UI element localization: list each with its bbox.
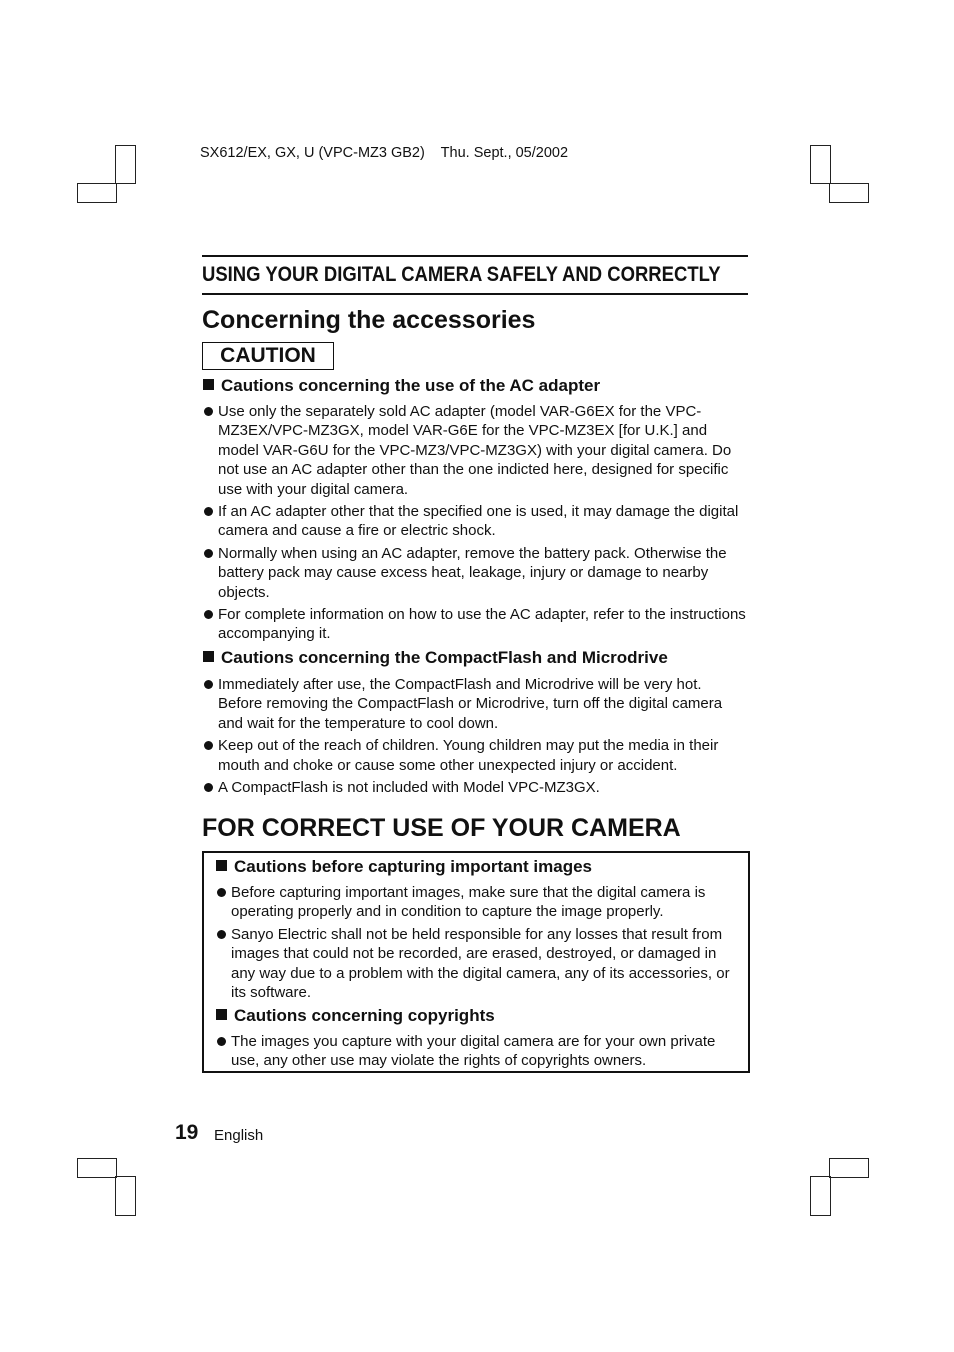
bullet-icon: [204, 783, 213, 792]
copyrights-heading: Cautions concerning copyrights: [216, 1006, 495, 1026]
capturing-list: [216, 883, 736, 1005]
bullet-icon: [217, 930, 226, 939]
crop-mark-top-left-v: [115, 145, 136, 184]
bullet-icon: [204, 741, 213, 750]
bullet-icon: [217, 1037, 226, 1046]
page-number: 19: [175, 1121, 199, 1144]
crop-mark-top-right-v: [810, 145, 831, 184]
square-bullet-icon: [216, 1009, 227, 1020]
compactflash-list: [203, 675, 748, 800]
crop-mark-top-left-h: [77, 183, 117, 203]
bullet-icon: [204, 680, 213, 689]
crop-mark-bottom-left-h: [77, 1158, 117, 1178]
square-bullet-icon: [203, 651, 214, 662]
list-item: If an AC adapter other that the specified one is used, it may damage the digital camera and cause a fire or electric shock.: [203, 502, 748, 541]
correct-use-box: [202, 851, 750, 1073]
capturing-heading: Cautions before capturing important images: [216, 857, 592, 877]
copyrights-list: [216, 1032, 736, 1074]
bullet-icon: [204, 407, 213, 416]
ac-adapter-list: [203, 402, 748, 647]
list-item: Keep out of the reach of children. Young children may put the media in their mouth and choke or cause some other unexpected injury or accident.: [203, 736, 748, 775]
section-title: USING YOUR DIGITAL CAMERA SAFELY AND CORRECTLY: [202, 263, 721, 286]
list-item: The images you capture with your digital camera are for your own private use, any other use may violate the rights of copyrights owners.: [216, 1032, 736, 1071]
bullet-icon: [204, 610, 213, 619]
bullet-icon: [217, 888, 226, 897]
crop-mark-bottom-right-v: [810, 1176, 831, 1216]
bullet-icon: [204, 549, 213, 558]
list-item: Normally when using an AC adapter, remove the battery pack. Otherwise the battery pack may cause excess heat, leakage, injury or damage to nearby objects.: [203, 544, 748, 602]
correct-use-title: FOR CORRECT USE OF YOUR CAMERA: [202, 814, 681, 842]
accessories-title: Concerning the accessories: [202, 306, 536, 334]
list-item: Before capturing important images, make sure that the digital camera is operating properly and in condition to capture the image properly.: [216, 883, 736, 922]
language-label: English: [214, 1127, 264, 1144]
list-item: Immediately after use, the CompactFlash and Microdrive will be very hot. Before removing the CompactFlash or Microdrive, turn off the digital camera and wait for the temperature to cool down.: [203, 675, 748, 733]
square-bullet-icon: [203, 379, 214, 390]
square-bullet-icon: [216, 860, 227, 871]
compactflash-heading: Cautions concerning the CompactFlash and Microdrive: [203, 648, 668, 668]
caution-label: CAUTION: [202, 342, 334, 370]
section-header: [202, 255, 748, 295]
print-header: SX612/EX, GX, U (VPC-MZ3 GB2) Thu. Sept., 05/2002: [200, 145, 569, 161]
list-item: A CompactFlash is not included with Model VPC-MZ3GX.: [203, 778, 748, 797]
list-item: Sanyo Electric shall not be held responsible for any losses that result from images that could not be recorded, are erased, destroyed, or damaged in any way due to a problem with the digital camera, any of its accessories, or its software.: [216, 925, 736, 1003]
list-item: Use only the separately sold AC adapter (model VAR-G6EX for the VPC-MZ3EX/VPC-MZ3GX, model VAR-G6E for the VPC-MZ3EX [for U.K.] and model VAR-G6U for the VPC-MZ3/VPC-MZ3GX) with your digital camera. Do not use an AC adapter other than the one indicted here, designed for specific use with your digital camera.: [203, 402, 748, 499]
list-item: For complete information on how to use the AC adapter, refer to the instructions accompanying it.: [203, 605, 748, 644]
crop-mark-bottom-left-v: [115, 1176, 136, 1216]
crop-mark-bottom-right-h: [829, 1158, 869, 1178]
crop-mark-top-right-h: [829, 183, 869, 203]
bullet-icon: [204, 507, 213, 516]
ac-adapter-heading: Cautions concerning the use of the AC adapter: [203, 376, 600, 396]
